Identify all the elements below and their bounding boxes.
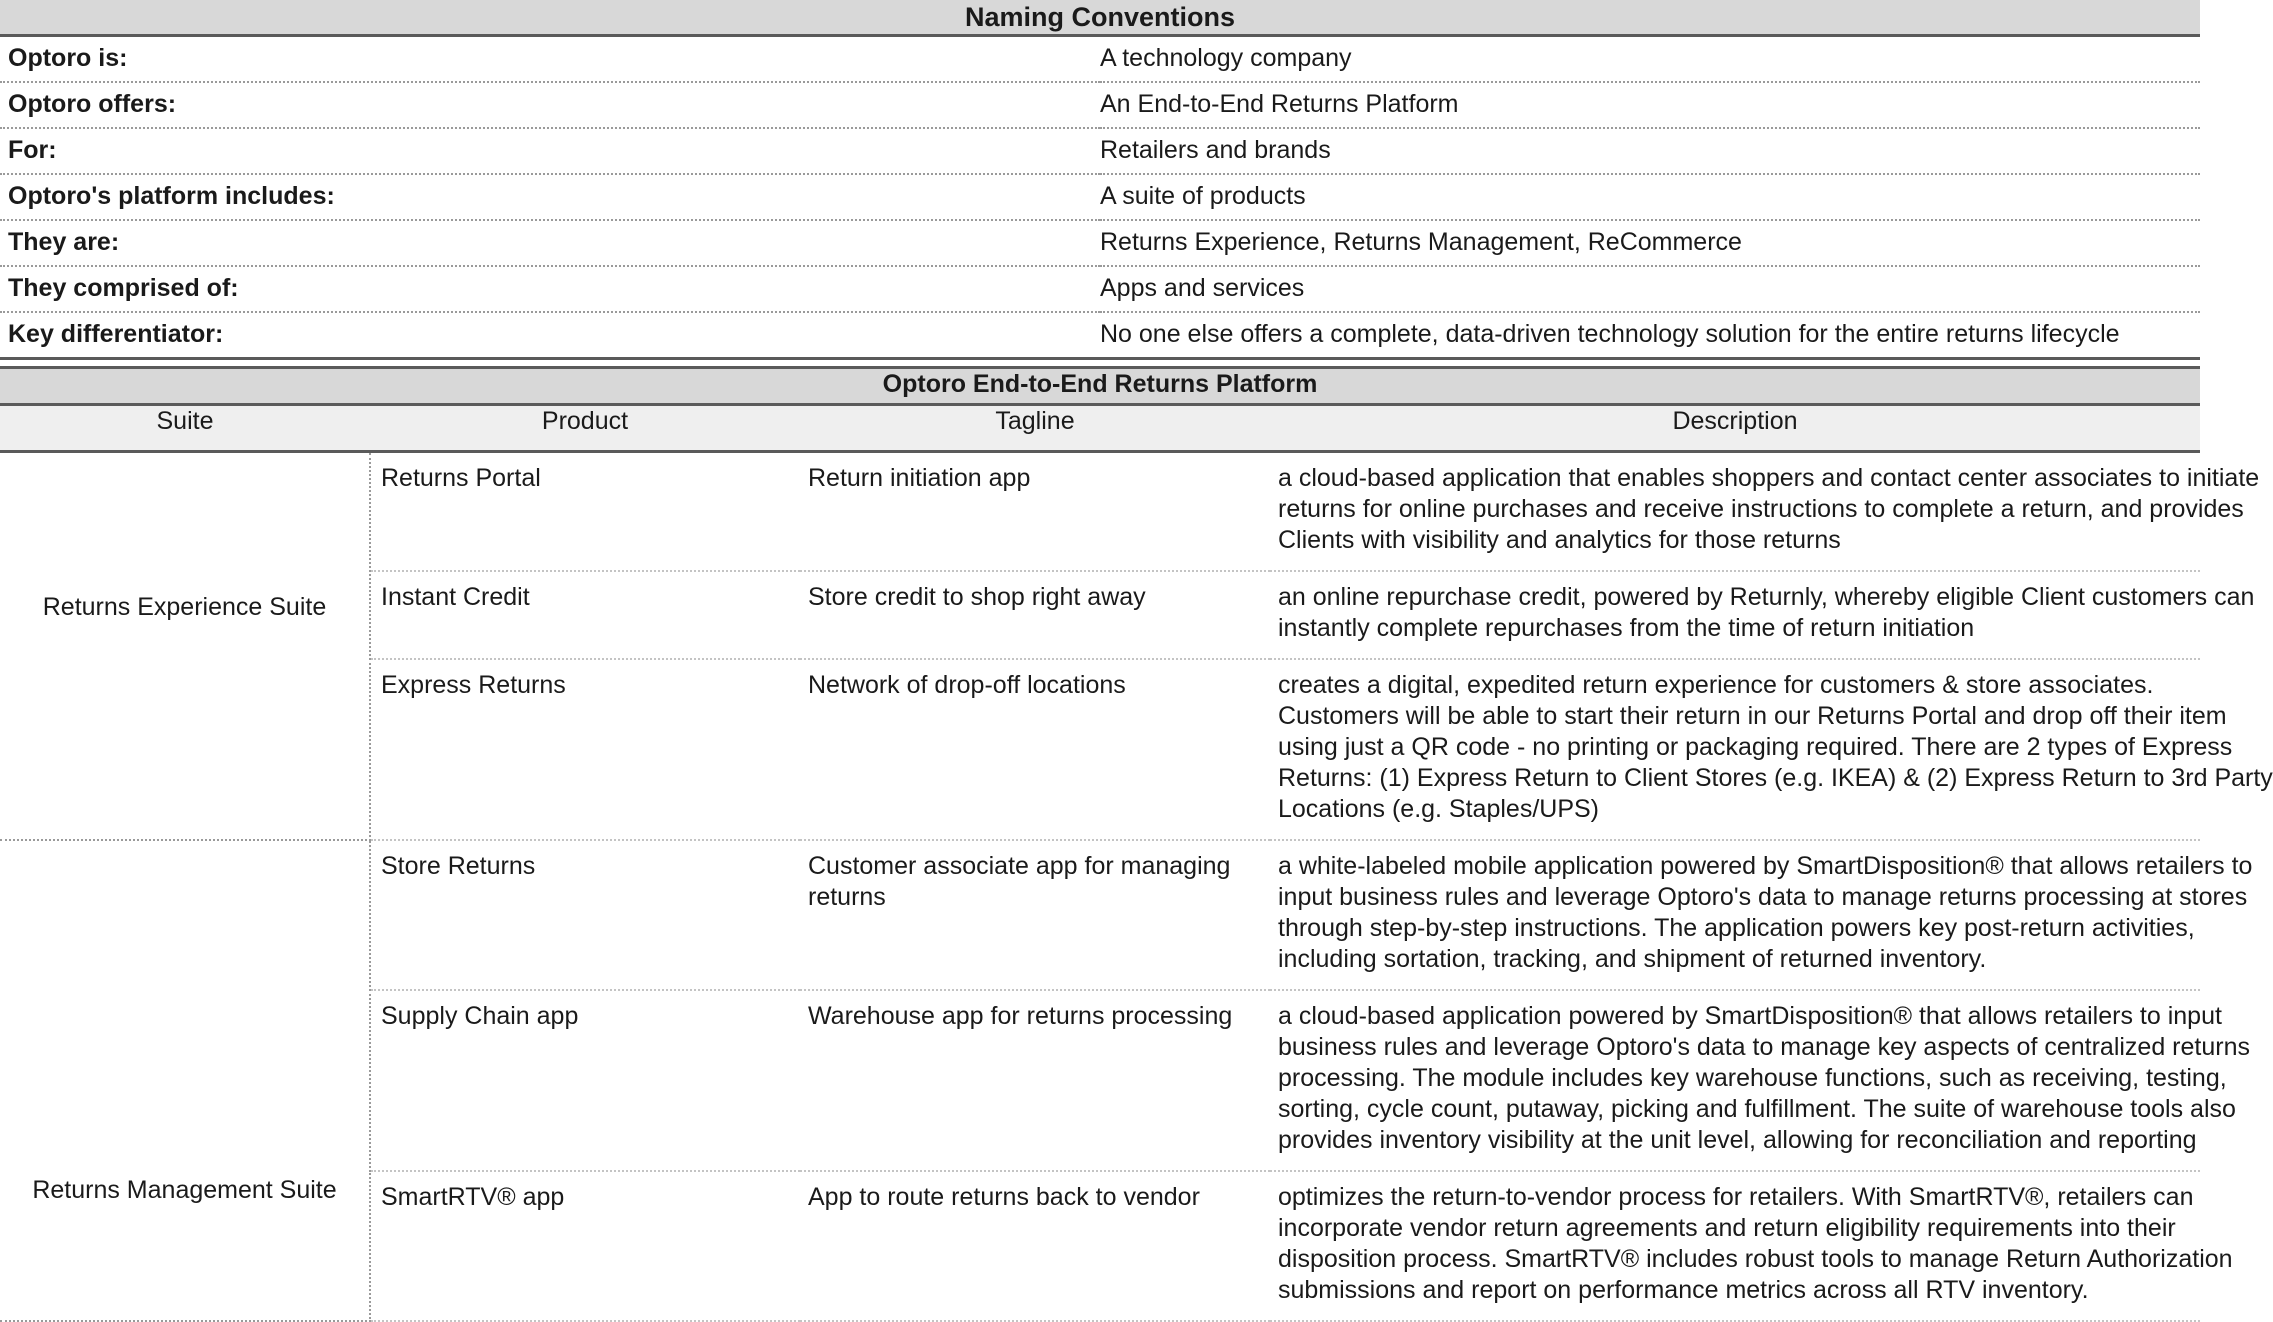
- description-line: submissions and report on performance metrics across all RTV inventory.: [1278, 1276, 2089, 1304]
- column-header-suite: Suite: [0, 405, 370, 452]
- table-row: [0, 312, 2200, 359]
- product-name: Returns Portal: [370, 452, 800, 572]
- row-value-optoro-offers: An End-to-End Returns Platform: [1100, 82, 2200, 128]
- platform-title: Optoro End-to-End Returns Platform: [0, 368, 2200, 405]
- description-line: sorting, cycle count, putaway, picking and fulfillment. The suite of warehouse tools also: [1278, 1095, 2236, 1123]
- row-label-for: For:: [0, 128, 1100, 174]
- description-line: Returns: (1) Express Return to Client Stores (e.g. IKEA) & (2) Express Return to 3rd Party: [1278, 764, 2273, 792]
- product-name: Supply Chain app: [370, 990, 800, 1171]
- row-value-they-comprised-of: Apps and services: [1100, 266, 2200, 312]
- row-value-they-are: Returns Experience, Returns Management, ReCommerce: [1100, 220, 2200, 266]
- description-line: through step-by-step instructions. The application powers key post-return activities,: [1278, 914, 2195, 942]
- description-line: business rules and leverage Optoro's data to manage key aspects of centralized returns: [1278, 1033, 2250, 1061]
- row-label-optoro-is: Optoro is:: [0, 36, 1100, 83]
- description-line: including sortation, tracking, and shipment of returned inventory.: [1278, 945, 1987, 973]
- product-tagline: App to route returns back to vendor: [800, 1171, 1270, 1321]
- description-line: Locations (e.g. Staples/UPS): [1278, 795, 1599, 823]
- product-description: [1270, 990, 2250, 1171]
- row-value-key-differentiator: No one else offers a complete, data-driven technology solution for the entire returns lifecycle: [1100, 312, 2200, 359]
- product-tagline: Network of drop-off locations: [800, 659, 1270, 840]
- row-label-optoro-offers: Optoro offers:: [0, 82, 1100, 128]
- product-tagline: Customer associate app for managing returns: [800, 840, 1270, 990]
- row-label-platform-includes: Optoro's platform includes:: [0, 174, 1100, 220]
- product-description: [1270, 452, 2260, 572]
- description-line: input business rules and leverage Optoro's data to manage returns processing at stores: [1278, 883, 2248, 911]
- row-value-for: Retailers and brands: [1100, 128, 2200, 174]
- description-line: returns for online purchases and receive instructions to complete a return, and provides: [1278, 495, 2244, 523]
- table-row: [0, 452, 2200, 572]
- product-name: Express Returns: [370, 659, 800, 840]
- product-tagline: Return initiation app: [800, 452, 1270, 572]
- product-tagline: Store credit to shop right away: [800, 571, 1270, 659]
- product-name: SmartRTV® app: [370, 1171, 800, 1321]
- platform-column-header-row: [0, 405, 2200, 452]
- platform-title-row: [0, 368, 2200, 405]
- description-line: instantly complete repurchases from the time of return initiation: [1278, 614, 1975, 642]
- description-line: a cloud-based application powered by SmartDisposition® that allows retailers to input: [1278, 1002, 2222, 1030]
- row-label-key-differentiator: Key differentiator:: [0, 312, 1100, 359]
- product-name: Instant Credit: [370, 571, 800, 659]
- column-header-product: Product: [370, 405, 800, 452]
- row-label-they-comprised-of: They comprised of:: [0, 266, 1100, 312]
- description-line: using just a QR code - no printing or packaging required. There are 2 types of Express: [1278, 733, 2233, 761]
- naming-conventions-table: [0, 0, 2200, 360]
- description-line: creates a digital, expedited return experience for customers & store associates.: [1278, 671, 2154, 699]
- platform-table: [0, 366, 2273, 1322]
- product-description: [1270, 659, 2273, 840]
- column-header-description: Description: [1270, 405, 2200, 452]
- row-label-they-are: They are:: [0, 220, 1100, 266]
- description-line: processing. The module includes key warehouse functions, such as receiving, testing,: [1278, 1064, 2227, 1092]
- table-row: [0, 128, 2200, 174]
- table-row: [0, 220, 2200, 266]
- description-line: disposition process. SmartRTV® includes robust tools to manage Return Authorization: [1278, 1245, 2233, 1273]
- table-row: [0, 266, 2200, 312]
- suite-label: Returns Management Suite: [32, 1176, 337, 1204]
- suite-cell-returns-experience: [0, 452, 370, 841]
- suite-label: Returns Experience Suite: [42, 593, 327, 621]
- table-row: [0, 36, 2200, 83]
- column-header-tagline: Tagline: [800, 405, 1270, 452]
- description-line: optimizes the return-to-vendor process for retailers. With SmartRTV®, retailers can: [1278, 1183, 2194, 1211]
- row-value-optoro-is: A technology company: [1100, 36, 2200, 83]
- product-tagline: Warehouse app for returns processing: [800, 990, 1270, 1171]
- description-line: a white-labeled mobile application powered by SmartDisposition® that allows retailers to: [1278, 852, 2253, 880]
- product-description: [1270, 571, 2255, 659]
- description-line: a cloud-based application that enables shoppers and contact center associates to initiate: [1278, 464, 2260, 492]
- description-line: an online repurchase credit, powered by Returnly, whereby eligible Client customers can: [1278, 583, 2255, 611]
- description-line: provides inventory visibility at the unit level, allowing for reconciliation and reporting: [1278, 1126, 2197, 1154]
- description-line: incorporate vendor return agreements and return eligibility requirements into their: [1278, 1214, 2176, 1242]
- table-row: [0, 840, 2200, 990]
- naming-conventions-title: Naming Conventions: [0, 0, 2200, 36]
- product-name: Store Returns: [370, 840, 800, 990]
- naming-conventions-title-row: [0, 0, 2200, 36]
- platform-table-body: [0, 368, 2273, 1322]
- table-row: [0, 82, 2200, 128]
- suite-cell-returns-management: [0, 840, 370, 1321]
- naming-conventions-body: [0, 0, 2200, 359]
- description-line: Customers will be able to start their return in our Returns Portal and drop off their item: [1278, 702, 2227, 730]
- row-value-platform-includes: A suite of products: [1100, 174, 2200, 220]
- table-row: [0, 174, 2200, 220]
- product-description: [1270, 840, 2253, 990]
- product-description: [1270, 1171, 2233, 1321]
- description-line: Clients with visibility and analytics for those returns: [1278, 526, 1841, 554]
